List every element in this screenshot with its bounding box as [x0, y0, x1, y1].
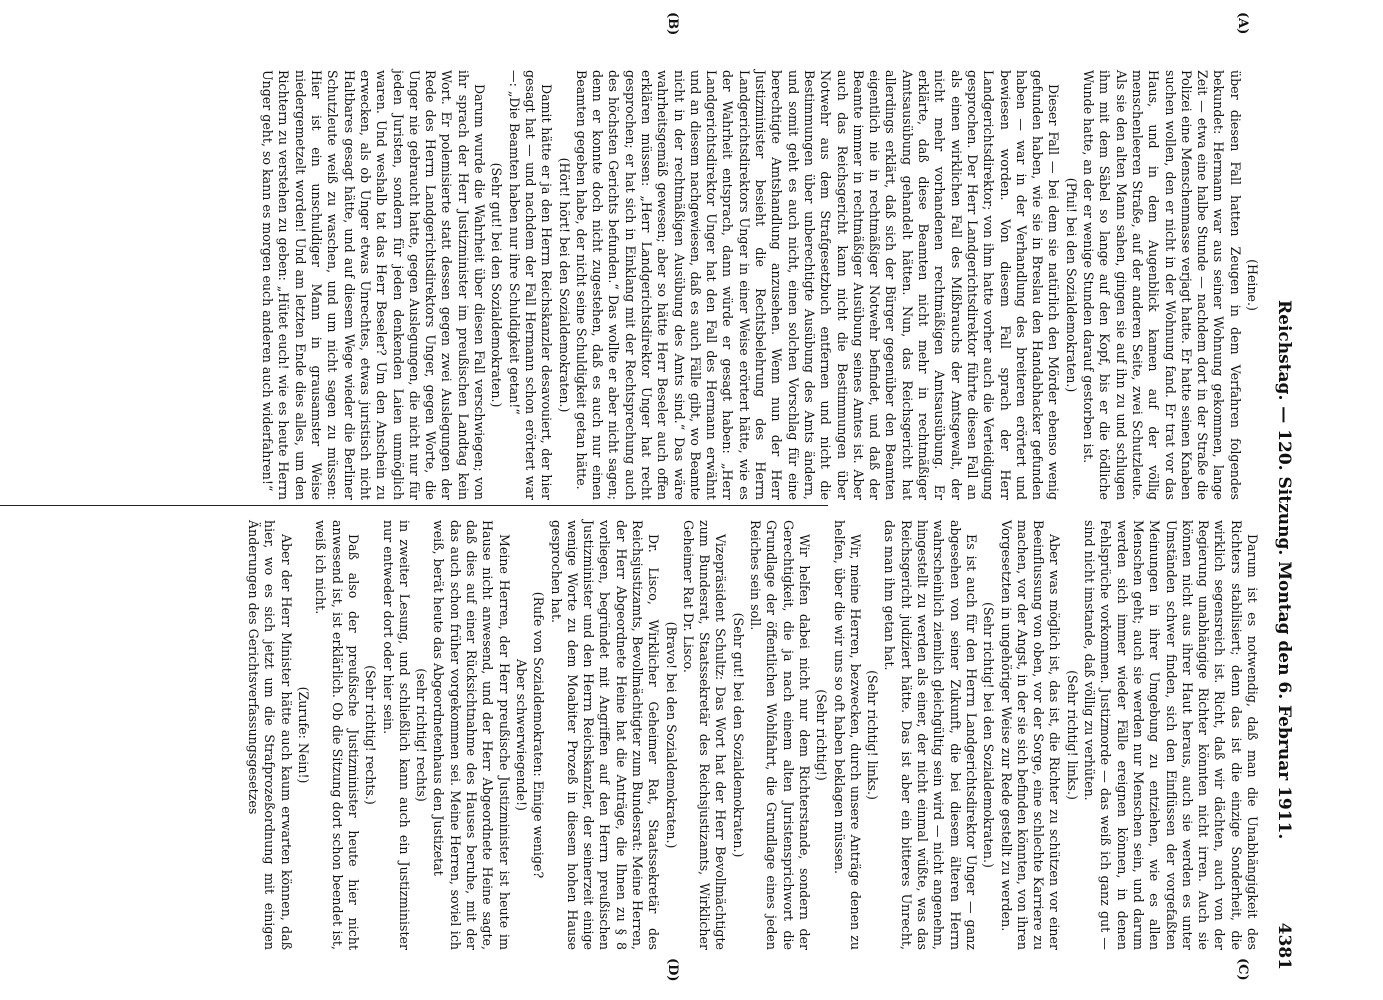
paragraph: Vizepräsident Schultz: Das Wort hat der Herr Bevollmächtigte zum Bundesrat, Staatssekretär des Reichsjustizamts, Wirklicher Geheimer Rat Dr. Lisco.: [680, 520, 729, 950]
interjection: (Sehr richtig! rechts.): [363, 665, 379, 805]
paragraph: Es ist auch für den Herrn Landgerichtsdirektor Unger — ganz abgesehen von seiner Zukunft, die bei diesem älteren Herrn wahrscheinlich ziemlich gleichgültig sein wird — nicht angenehm, hingestellt zu werden als einer, der nicht einmal wüßte, was das Reichsgericht judiziert hätte. Das ist aber ein bitteres Unrecht, das man ihm getan hat.: [882, 520, 979, 950]
margin-mark-b: (B): [665, 12, 680, 36]
page-header: [1270, 0, 1300, 1000]
interjection: (Zurufe: Nein!): [296, 686, 312, 784]
interjection: Aber schwerwiegende!): [513, 659, 529, 811]
interjection: (Sehr richtig! links.): [865, 670, 881, 800]
paragraph: Wir helfen dabei nicht nur dem Richterstande, sondern der Gerechtigkeit, die ja nach einem alten Juristensprichwort die Grundlage der öffentlichen Wohlfahrt, die Grundlage eines jeden Reiches sein soll.: [748, 520, 812, 950]
interjection: (Pfui! bei den Sozialdemokraten.): [1063, 177, 1079, 393]
paragraph: Darum wurde die Wahrheit über diesen Fall verschwiegen; von ihr sprach der Herr Justizminister im preußischen Landtag kein Wort. Er polemisierte statt dessen gegen zwei Auslegungen der Rede des Herrn Landgerichtsdirektors Unger, gegen Worte, die Unger nie gebraucht hatte, gegen Auslegungen, die nicht nur für jeden Juristen, sondern für jeden denkenden Laien unmöglich waren. Und weshalb tat das Herr Beseler? Um den Anschein zu erwecken, als ob Unger etwas Unrechtes, etwas juristisch nicht Haltbares gesagt hätte, und auf diesem Wege wieder die Berliner Schutzleute weiß zu waschen, und um nicht sagen zu müssen: Hier ist ein unschuldiger Mann in grausamster Weise niedergemetzelt worden! Und am letzten Ende dies alles, um den Richtern zu verstehen zu geben: „Hütet euch! wie es heute Herrn Unger geht, so kann es morgen euch anderen auch widerfahren!“: [260, 70, 488, 500]
margin-mark-d: (D): [665, 958, 680, 982]
paragraph: über diesen Fall hatten Zeugen in dem Verfahren folgendes bekundet: Hermann war aus seiner Wohnung gekommen, lange Zeit — etwa eine halbe Stunde — nachdem dort in der Straße die Polizei eine Menschenmasse verjagt hatte. Er hatte seinen Knaben suchen wollen, den er nicht in der Wohnung fand. Er trat vor das Haus, und in dem Augenblick kamen auf der völlig menschenleeren Straße, auf der anderen Seite, zwei Schutzleute. Als sie den alten Mann sahen, gingen sie auf ihn zu und schlugen ihm mit dem Säbel so lange auf den Kopf, bis er die tödliche Wunde hatte, an der er wenige Stunden darauf gestorben ist.: [1081, 70, 1243, 500]
interjection: (Hört! hört! bei den Sozialdemokraten.): [556, 157, 572, 413]
paragraph: (Heine.): [1245, 259, 1260, 311]
paragraph: Meine Herren, der Herr preußische Justizminister ist heute im Hause nicht anwesend, und der Herr Abgeordnete Heine sagte, daß dies auf einer Rücksichtnahme des Hauses beruhe, mit der das auch schon früher vorgekommen sei. Meine Herren, soviel ich weiß, berät heute das Abgeordnetenhaus den Justizetat: [431, 520, 512, 950]
interjection: (Sehr richtig! bei den Sozialdemokraten.): [981, 602, 997, 868]
paragraph: Daß also der preußische Justizminister heute hier nicht anwesend ist, ist erklärlich. Ob die Sitzung dort schon beendet ist, weiß ich nicht.: [313, 520, 361, 950]
paragraph: Darum ist es notwendig, daß man die Unabhängigkeit des Richters stabilisiert; denn das ist die einzige Sonderheit, die wirklich segensreich ist. Richt, daß wir dächten, auch von der Regierung unabhängige Richter könnten nicht irren. Auch sie können nicht aus ihrer Haut heraus, auch sie werden es unter Umständen schwer finden, sich den Einflüssen der vorgefaßten Meinungen in ihrer Umgebung zu entziehen, wie es allen Menschen geht; auch sie werden nur Menschen sein, und darum werden sich immer wieder Fälle ereignen können, in denen Fehlsprüche vorkommen. Justizmorde — das weiß ich ganz gut — sind nicht imstande, daß völlig zu verhüten.: [1082, 520, 1260, 950]
interjection: (Sehr richtig! links.): [1064, 670, 1080, 800]
paragraph: Damit hätte er ja den Herrn Reichskanzler desavouiert, der hier gesagt hat — und nachdem der Fall Hermann schon erörtert war —: „Die Beamten haben nur ihre Schuldigkeit getan!“: [506, 70, 555, 500]
interjection: (sehr richtig! rechts): [414, 668, 430, 802]
interjection: (Sehr gut! bei den Sozialdemokraten.): [730, 612, 746, 858]
paragraph: Dieser Fall — bei dem sie natürlich den Mörder ebenso wenig gefunden haben, wie sie in Breslau den Handabhacker gefunden haben — war in der Verhandlung des breiteren erörtert und bewiesen worden. Von diesem Fall sprach der Herr Landgerichtsdirektor; von ihm hatte vorher auch die Verteidigung gesprochen. Der Herr Landgerichtsdirektor führte diesen Fall an als einen wirklichen Fall des Mißbrauchs der Amtsgewalt, der nicht mehr vorhandenen rechtmäßigen Amtsausübung. Er erklärte, daß diese Beamten nicht mehr in rechtmäßiger Amtsausübung gehandelt hätten. Nun, das Reichsgericht hat allerdings erklärt, daß sich der Bürger gegenüber den Beamten eigentlich nie in rechtmäßiger Notwehr befindet, und daß der Beamte immer in rechtmäßiger Ausübung seines Amtes ist. Aber auch das Reichsgericht kann nicht die Bestimmungen über Notwehr aus dem Strafgesetzbuch entfernen und nicht die Bestimmungen über unberechtigte Ausübung des Amts ändern, und somit geht es auch nicht, einen solchen Vorschlag für eine berechtigte Amtshandlung anzusehen. Wenn nun der Herr Justizminister besieht die Rechtsbelehrung des Herrn Landgerichtsdirektors Unger in einer Weise erörtert hätte, wie es der Wahrheit entsprach, dann würde er gesagt haben: „Herr Landgerichtsdirektor Unger hat den Fall des Hermann erwähnt und an diesem nachgewiesen, daß es auch Fälle gibt, wo Beamte nicht in der rechtmäßigen Ausübung des Amts sind.“ Das wäre wahrheitsgemäß gewesen; aber so hätte Herr Beseler auch offen erklären müssen: „Herr Landgerichtsdirektor Unger hat recht gesprochen; er hat sich in Einklang mit der Rechtsprechung auch des höchsten Gerichts befunden.“ Das wollte er aber nicht sagen; denn er konnte doch nicht zugestehen, daß es auch nur einen Beamten gegeben habe, der nicht seine Schuldigkeit getan hätte.: [573, 70, 1062, 500]
interjection: (Sehr richtig!): [814, 689, 830, 781]
right-column: [244, 520, 1260, 950]
page-number: 4381: [1274, 922, 1294, 970]
paragraph: Dr. Lisco, Wirklicher Geheimer Rat, Staatssekretär des Reichsjustizamts, Bevollmächtigter zum Bundesrat: Meine Herren, der Herr Abgeordnete Heine hat die Anträge, die Ihnen zu § 8 vorliegen, begründet mit Angriffen auf den Herrn preußischen Justizminister und den Herrn Reichskanzler, der seinerzeit einige wenige Worte zu dem Moabiter Prozeß in diesem hohen Hause gesprochen hat.: [548, 520, 662, 950]
column-divider: [0, 505, 828, 506]
paragraph: in zweiter Lesung, und schließlich kann auch ein Justizminister nur entweder dort oder hier sein.: [380, 520, 412, 950]
interjection: (Rufe von Sozialdemokraten: Einige wenige?: [531, 591, 547, 879]
paragraph: Aber was möglich ist, das ist, die Richter zu schützen vor einer Beeinflussung von oben, vor der Sorge, eine schlechte Karriere zu machen, vor der Angst, in der sie sich befinden könnten, von ihren Vorgesetzten in ungehöriger Weise zur Rede gestellt zu werden.: [998, 520, 1063, 950]
left-column: [258, 70, 1260, 500]
interjection: (Bravo! bei den Sozialdemokraten.): [663, 621, 679, 849]
margin-mark-a: (A): [1235, 12, 1250, 35]
running-head: Reichstag. — 120. Sitzung. Montag den 6. Februar 1911.: [1274, 300, 1294, 840]
margin-mark-c: (C): [1235, 958, 1250, 981]
interjection: (Sehr gut! bei den Sozialdemokraten.): [489, 162, 505, 408]
paragraph: Wir, meine Herren, bezwecken, durch unsere Anträge denen zu helfen, über die wir uns so oft haben beklagen müssen.: [831, 520, 863, 950]
paragraph: Aber der Herr Minister hätte auch kaum erwarten können, daß hier, wo es sich jetzt um die Strafprozeßordnung mit einigen Änderungen des Gerichtsverfassungsgesetzes: [246, 520, 294, 950]
